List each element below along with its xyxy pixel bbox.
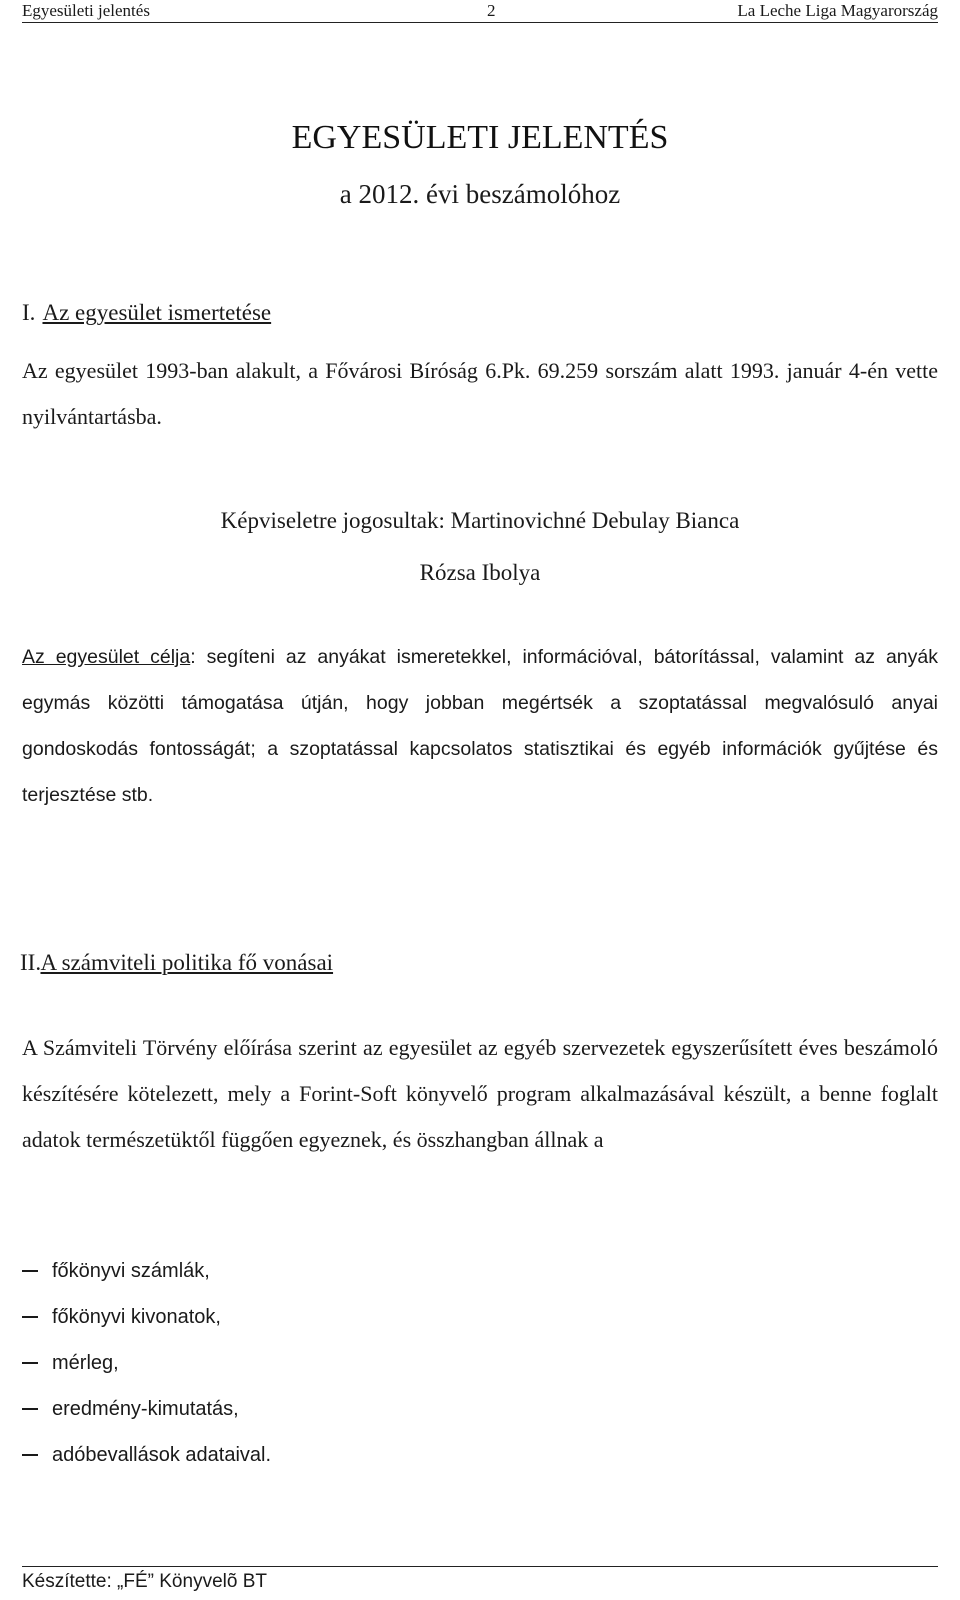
list-item: [22, 1253, 271, 1299]
page-footer: Készítette: „FÉ” Könyvelõ BT: [22, 1566, 938, 1597]
representatives-label: Képviseletre jogosultak:: [220, 508, 445, 533]
header-organization: La Leche Liga Magyarország: [737, 1, 938, 20]
list-item: [22, 1391, 271, 1437]
list-item-text: eredmény-kimutatás,: [52, 1398, 239, 1420]
dash-bullet-icon: [22, 1362, 38, 1364]
goal-text: : segíteni az anyákat ismeretekkel, információval, bátorítással, valamint az anyák egymás közötti támogatása útján, hogy jobban megértsék a szoptatással megvalósuló anyai gondoskodás fontosságát; a szoptatással kapcsolatos statisztikai és egyéb információk gyűjtése és terjesztése stb.: [22, 646, 938, 806]
list-item: [22, 1437, 271, 1483]
list-item-text: mérleg,: [52, 1352, 119, 1374]
goal-paragraph: [22, 634, 938, 818]
section-2-heading: [20, 949, 333, 977]
list-item: [22, 1345, 271, 1391]
document-subtitle: a 2012. évi beszámolóhoz: [339, 179, 621, 209]
page-header: [22, 0, 938, 23]
header-document-title: Egyesületi jelentés: [22, 1, 150, 20]
section-2-paragraph: A Számviteli Törvény előírása szerint az egyesület az egyéb szervezetek egyszerűsített éves beszámoló készítésére kötelezett, mely a Forint-Soft könyvelő program alkalmazásával készült, a benne foglalt adatok természetüktől függően egyeznek, és összhangban állnak a: [22, 1035, 938, 1152]
dash-bullet-icon: [22, 1454, 38, 1456]
section-1-title: Az egyesület ismertetése: [42, 300, 272, 325]
section-1-number: I.: [22, 300, 36, 325]
document-title: EGYESÜLETI JELENTÉS: [291, 119, 669, 156]
representatives-line: [0, 507, 960, 535]
list-item: [22, 1299, 271, 1345]
representative-1: Martinovichné Debulay Bianca: [450, 508, 740, 533]
list-item-text: adóbevallások adataival.: [52, 1444, 272, 1466]
section-2-title: A számviteli politika fő vonásai: [40, 950, 334, 975]
section-1-heading: [22, 299, 271, 327]
section-2-number: II.: [20, 950, 42, 975]
goal-label: Az egyesület célja: [22, 646, 191, 668]
dash-bullet-icon: [22, 1270, 38, 1272]
dash-bullet-icon: [22, 1408, 38, 1410]
header-page-number: 2: [487, 1, 496, 20]
list-item-text: főkönyvi kivonatok,: [52, 1306, 221, 1328]
dash-bullet-icon: [22, 1316, 38, 1318]
section-1-paragraph: Az egyesület 1993-ban alakult, a Fővárosi Bíróság 6.Pk. 69.259 sorszám alatt 1993. január 4-én vette nyilvántartásba.: [22, 358, 938, 429]
source-list: [22, 1253, 271, 1483]
representative-2: Rózsa Ibolya: [419, 560, 541, 585]
list-item-text: főkönyvi számlák,: [52, 1260, 210, 1282]
